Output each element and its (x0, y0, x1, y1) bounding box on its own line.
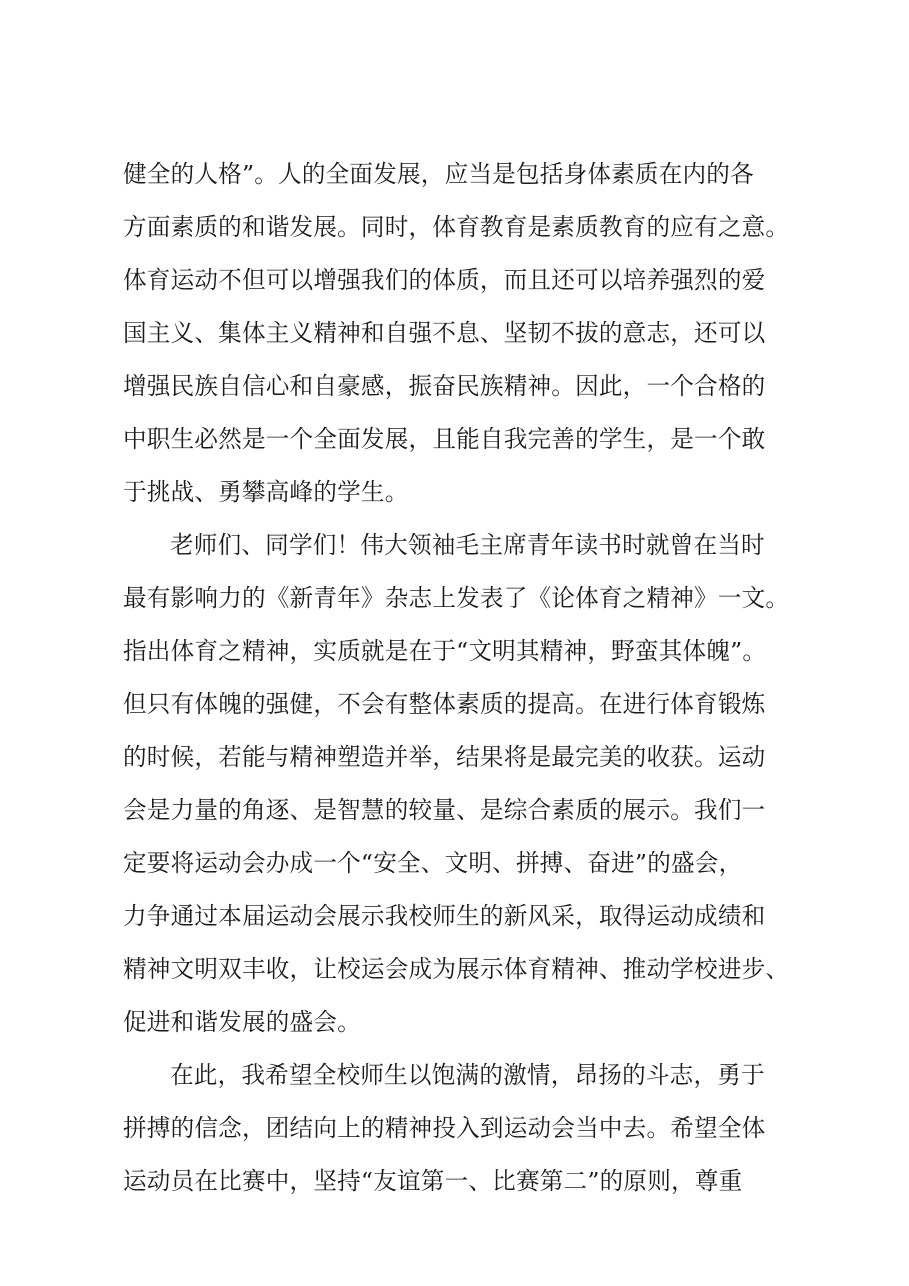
text-line: 中职生必然是一个全面发展，且能自我完善的学生，是一个敢 (123, 425, 766, 453)
text-line: 方面素质的和谐发展。同时，体育教育是素质教育的应有之意。 (123, 213, 790, 241)
text-line: 的时候，若能与精神塑造并举，结果将是最完美的收获。运动 (123, 743, 766, 771)
paragraph-first-line: 在此，我希望全校师生以饱满的激情，昂扬的斗志，勇于 (170, 1061, 765, 1089)
text-line: 但只有体魄的强健，不会有整体素质的提高。在进行体育锻炼 (123, 690, 766, 718)
text-line: 定要将运动会办成一个“安全、文明、拼搏、奋进”的盛会， (123, 849, 743, 877)
text-line: 国主义、集体主义精神和自强不息、坚韧不拔的意志，还可以 (123, 319, 766, 347)
text-line: 拼搏的信念，团结向上的精神投入到运动会当中去。希望全体 (123, 1114, 766, 1142)
text-line: 最有影响力的《新青年》杂志上发表了《论体育之精神》一文。 (123, 584, 790, 612)
text-line: 精神文明双丰收，让校运会成为展示体育精神、推动学校进步、 (123, 955, 790, 983)
text-line: 体育运动不但可以增强我们的体质，而且还可以培养强烈的爱 (123, 266, 766, 294)
text-line: 运动员在比赛中，坚持“友谊第一、比赛第二”的原则，尊重 (123, 1167, 743, 1195)
text-line: 力争通过本届运动会展示我校师生的新风采，取得运动成绩和 (123, 902, 766, 930)
text-line: 指出体育之精神，实质就是在于“文明其精神，野蛮其体魄”。 (123, 637, 767, 665)
text-line: 促进和谐发展的盛会。 (123, 1008, 361, 1036)
text-line: 于挑战、勇攀高峰的学生。 (123, 478, 409, 506)
text-line: 健全的人格”。人的全面发展，应当是包括身体素质在内的各 (123, 160, 754, 188)
text-line: 增强民族自信心和自豪感，振奋民族精神。因此，一个合格的 (123, 372, 766, 400)
text-line: 会是力量的角逐、是智慧的较量、是综合素质的展示。我们一 (123, 796, 766, 824)
paragraph-first-line: 老师们、同学们！伟大领袖毛主席青年读书时就曾在当时 (170, 531, 765, 559)
